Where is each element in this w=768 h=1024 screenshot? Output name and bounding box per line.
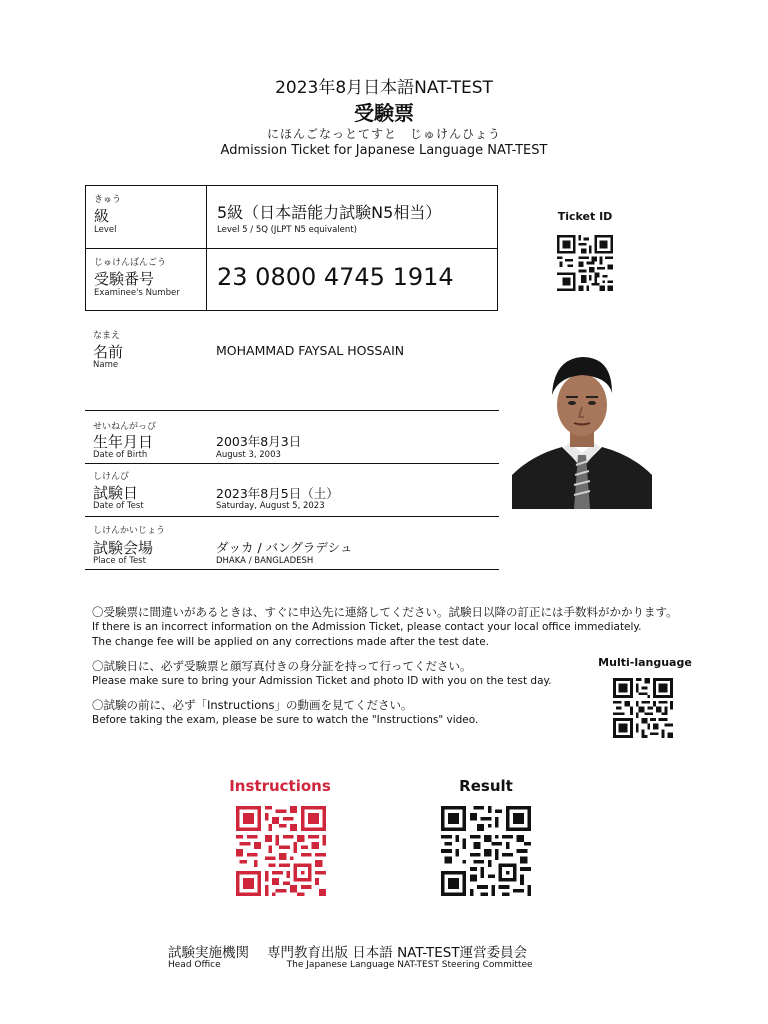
instructions-label: Instructions xyxy=(229,777,331,795)
test-date-ruby: しけんび xyxy=(93,472,130,482)
ticket-title: 2023年8月日本語NAT-TEST xyxy=(275,78,493,98)
instructions-qr-icon xyxy=(236,806,326,896)
multi-language-label: Multi-language xyxy=(598,656,692,669)
ticket-subtitle: 受験票 xyxy=(354,101,414,125)
test-date-label-en: Date of Test xyxy=(93,501,144,511)
level-row xyxy=(86,186,497,249)
footer-org-label-jp: 試験実施機関 xyxy=(168,945,249,961)
examinee-label-en: Examinee's Number xyxy=(94,288,180,298)
divider xyxy=(85,569,499,570)
ticket-id-qr[interactable] xyxy=(557,235,613,291)
ticket-english-title: Admission Ticket for Japanese Language NAT-TEST xyxy=(220,143,548,158)
examinee-row xyxy=(86,249,497,310)
examinee-photo xyxy=(512,347,652,509)
name-ruby: なまえ xyxy=(93,331,121,341)
examinee-ruby: じゅけんばんごう xyxy=(94,258,167,268)
notice-correction-en-1: If there is an incorrect information on the Admission Ticket, please contact your local office immediately. xyxy=(92,621,642,633)
test-date-value-jp: 2023年8月5日（土） xyxy=(216,486,339,501)
result-qr[interactable] xyxy=(441,806,531,896)
dob-label-jp: 生年月日 xyxy=(93,433,154,451)
name-label-en: Name xyxy=(93,360,119,370)
divider xyxy=(85,410,499,411)
place-label-en: Place of Test xyxy=(93,556,146,566)
notice-correction-en-2: The change fee will be applied on any corrections made after the test date. xyxy=(92,636,490,648)
notice-watch-video-jp: 〇試験の前に、必ず「Instructions」の動画を見てください。 xyxy=(92,698,413,712)
level-ruby: きゅう xyxy=(94,195,122,205)
examinee-label-jp: 受験番号 xyxy=(94,270,155,288)
divider xyxy=(85,463,499,464)
dob-value-jp: 2003年8月3日 xyxy=(216,434,302,449)
level-examinee-box xyxy=(85,185,498,311)
result-qr-icon xyxy=(441,806,531,896)
footer-org-label-en: Head Office xyxy=(168,960,221,970)
notice-watch-video-en: Before taking the exam, please be sure to watch the "Instructions" video. xyxy=(92,714,479,726)
level-value-jp: 5級（日本語能力試験N5相当） xyxy=(217,203,442,222)
place-value-jp: ダッカ / バングラデシュ xyxy=(216,540,353,555)
footer-org-name-jp: 専門教育出版 日本語 NAT-TEST運営委員会 xyxy=(267,945,528,961)
test-date-label-jp: 試験日 xyxy=(93,484,139,502)
multi-language-qr[interactable] xyxy=(613,678,673,738)
ticket-id-qr-icon xyxy=(557,235,613,291)
footer-en xyxy=(168,960,533,970)
result-label: Result xyxy=(459,777,513,795)
examinee-number: 23 0800 4745 1914 xyxy=(217,263,454,291)
notice-bring-id-jp: 〇試験日に、必ず受験票と顔写真付きの身分証を持って行ってください。 xyxy=(92,659,472,673)
place-value-en: DHAKA / BANGLADESH xyxy=(216,556,314,566)
name-value: MOHAMMAD FAYSAL HOSSAIN xyxy=(216,343,405,358)
divider xyxy=(85,516,499,517)
footer-jp xyxy=(168,941,527,961)
instructions-qr[interactable] xyxy=(236,806,326,896)
dob-value-en: August 3, 2003 xyxy=(216,450,281,460)
notice-bring-id-en: Please make sure to bring your Admission Ticket and photo ID with you on the test day. xyxy=(92,675,552,687)
footer-org-name-en: The Japanese Language NAT-TEST Steering Committee xyxy=(286,960,533,970)
place-ruby: しけんかいじょう xyxy=(93,526,166,536)
place-label-jp: 試験会場 xyxy=(93,539,154,557)
level-label-en: Level xyxy=(94,225,117,235)
test-date-value-en: Saturday, August 5, 2023 xyxy=(216,501,325,511)
name-label-jp: 名前 xyxy=(93,343,124,361)
ticket-kana: にほんごなっとてすと じゅけんひょう xyxy=(266,127,501,141)
level-value-en: Level 5 / 5Q (JLPT N5 equivalent) xyxy=(217,225,357,235)
dob-ruby: せいねんがっぴ xyxy=(93,422,157,432)
person-photo-icon xyxy=(512,347,652,509)
notice-correction-jp: 〇受験票に間違いがあるときは、すぐに申込先に連絡してください。試験日以降の訂正には手数料がかかります。 xyxy=(92,605,678,619)
multi-language-qr-icon xyxy=(613,678,673,738)
level-label-jp: 級 xyxy=(94,207,110,225)
dob-label-en: Date of Birth xyxy=(93,450,148,460)
ticket-id-label: Ticket ID xyxy=(557,210,613,223)
